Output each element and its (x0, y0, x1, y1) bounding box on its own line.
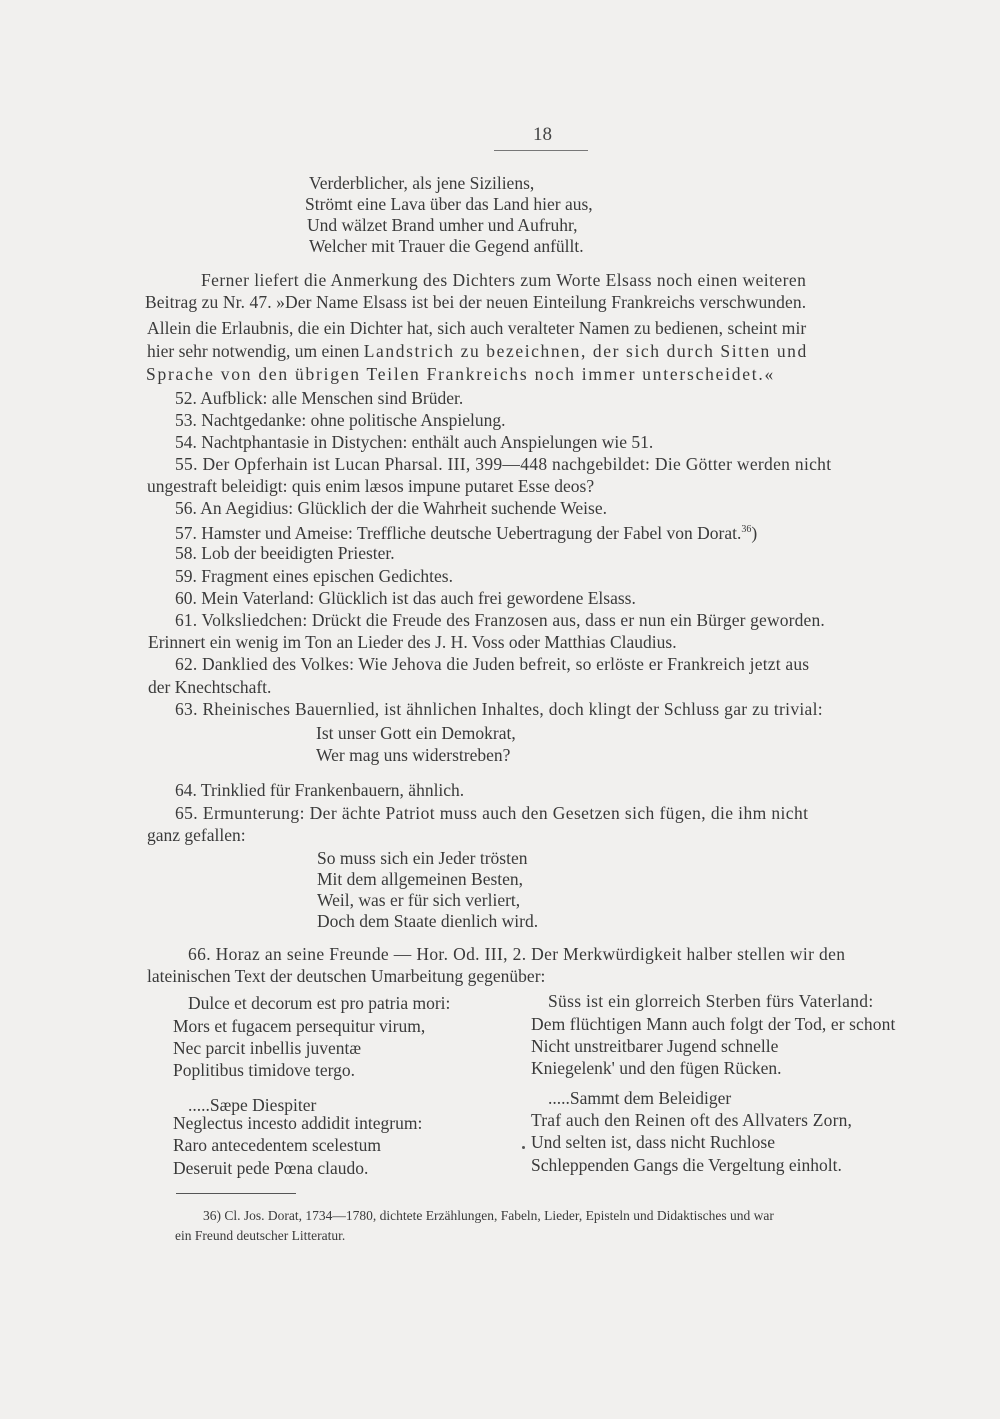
entry-52: 52. Aufblick: alle Menschen sind Brüder. (175, 388, 464, 408)
entry-64: 64. Trinklied für Frankenbauern, ähnlich. (175, 780, 465, 800)
footnote-ref-paren: ) (751, 522, 758, 543)
quote-line: Wer mag uns widerstreben? (316, 745, 511, 765)
german-line: Schleppenden Gangs die Vergeltung einholt. (531, 1155, 842, 1175)
poem-line: Strömt eine Lava über das Land hier aus, (305, 194, 593, 214)
quote-line: Mit dem allgemeinen Besten, (317, 869, 524, 889)
paragraph-line: Allein die Erlaubnis, die ein Dichter hat, sich auch veralteter Namen zu bedienen, scheint mir (147, 318, 807, 338)
entry-55: 55. Der Opferhain ist Lucan Pharsal. III, 399—448 nachgebildet: Die Götter werden nicht (175, 454, 832, 474)
page-number-rule (494, 150, 588, 151)
footnote-line: ein Freund deutscher Litteratur. (175, 1228, 346, 1243)
german-line: Süss ist ein glorreich Sterben fürs Vaterland: (548, 991, 874, 1011)
quote-line: Weil, was er für sich verliert, (317, 890, 521, 910)
entry-65-cont: ganz gefallen: (147, 825, 246, 845)
latin-line: Poplitibus timidove tergo. (173, 1060, 355, 1080)
poem-line: Welcher mit Trauer die Gegend anfüllt. (309, 236, 584, 256)
german-line: Und selten ist, dass nicht Ruchlose (531, 1132, 776, 1152)
entry-62: 62. Danklied des Volkes: Wie Jehova die Juden befreit, so erlöste er Frankreich jetzt aus (175, 654, 810, 674)
entry-57-text: 57. Hamster und Ameise: Treffliche deutsche Uebertragung der Fabel von Dorat. (175, 522, 742, 543)
latin-line: Mors et fugacem persequitur virum, (173, 1016, 426, 1036)
entry-61: 61. Volksliedchen: Drückt die Freude des Franzosen aus, dass er nun ein Bürger geworden. (175, 610, 825, 630)
paragraph-text: hier sehr notwendig, um einen (147, 341, 364, 361)
paragraph-line (147, 341, 808, 361)
entry-66-cont: lateinischen Text der deutschen Umarbeitung gegenüber: (147, 966, 546, 986)
quote-line: So muss sich ein Jeder trösten (317, 848, 528, 868)
entry-56: 56. An Aegidius: Glücklich der die Wahrheit suchende Weise. (175, 498, 607, 518)
ink-speck (522, 1146, 525, 1149)
german-line: Dem flüchtigen Mann auch folgt der Tod, er schont (531, 1014, 896, 1034)
entry-54: 54. Nachtphantasie in Distychen: enthält auch Anspielungen wie 51. (175, 432, 654, 452)
latin-line: Nec parcit inbellis juventæ (173, 1038, 362, 1058)
poem-line: Und wälzet Brand umher und Aufruhr, (307, 215, 578, 235)
latin-line: Raro antecedentem scelestum (173, 1135, 381, 1155)
page-number: 18 (533, 124, 552, 145)
paragraph-line: Beitrag zu Nr. 47. »Der Name Elsass ist bei der neuen Einteilung Frankreichs verschwunden. (145, 292, 807, 312)
footnote-rule (176, 1193, 296, 1194)
entry-55-cont: ungestraft beleidigt: quis enim læsos impune putaret Esse deos? (147, 476, 595, 496)
latin-line: .....Sæpe Diespiter (188, 1095, 317, 1115)
entry-60: 60. Mein Vaterland: Glücklich ist das auch frei gewordene Elsass. (175, 588, 636, 608)
latin-line: Dulce et decorum est pro patria mori: (188, 993, 451, 1013)
entry-62-cont: der Knechtschaft. (148, 677, 272, 697)
latin-line: Deseruit pede Pœna claudo. (173, 1158, 369, 1178)
german-line: Traf auch den Reinen oft des Allvaters Zorn, (531, 1110, 853, 1130)
entry-66: 66. Horaz an seine Freunde — Hor. Od. III, 2. Der Merkwürdigkeit halber stellen wir den (188, 944, 846, 964)
paragraph-line: Ferner liefert die Anmerkung des Dichters zum Worte Elsass noch einen weiteren (201, 270, 807, 290)
entry-53: 53. Nachtgedanke: ohne politische Anspielung. (175, 410, 506, 430)
footnote-line: 36) Cl. Jos. Dorat, 1734—1780, dichtete Erzählungen, Fabeln, Lieder, Episteln und Didaktisches und war (203, 1208, 774, 1223)
spaced-text: Landstrich zu bezeichnen, der sich durch Sitten und (363, 341, 808, 361)
german-line: Kniegelenk' und den fügen Rücken. (531, 1058, 782, 1078)
entry-61-cont: Erinnert ein wenig im Ton an Lieder des J. H. Voss oder Matthias Claudius. (148, 632, 677, 652)
german-line: .....Sammt dem Beleidiger (548, 1088, 732, 1108)
quote-line: Ist unser Gott ein Demokrat, (316, 723, 516, 743)
entry-57 (175, 520, 757, 543)
german-line: Nicht unstreitbarer Jugend schnelle (531, 1036, 779, 1056)
latin-line: Neglectus incesto addidit integrum: (173, 1113, 423, 1133)
entry-59: 59. Fragment eines epischen Gedichtes. (175, 566, 453, 586)
footnote-ref: 36 (741, 524, 752, 535)
poem-line: Verderblicher, als jene Siziliens, (309, 173, 535, 193)
entry-65: 65. Ermunterung: Der ächte Patriot muss auch den Gesetzen sich fügen, die ihm nicht (175, 803, 809, 823)
entry-58: 58. Lob der beeidigten Priester. (175, 543, 395, 563)
quote-line: Doch dem Staate dienlich wird. (317, 911, 539, 931)
entry-63: 63. Rheinisches Bauernlied, ist ähnlichen Inhaltes, doch klingt der Schluss gar zu trivial: (175, 699, 823, 719)
paragraph-line: Sprache von den übrigen Teilen Frankreichs noch immer unterscheidet.« (146, 364, 775, 384)
